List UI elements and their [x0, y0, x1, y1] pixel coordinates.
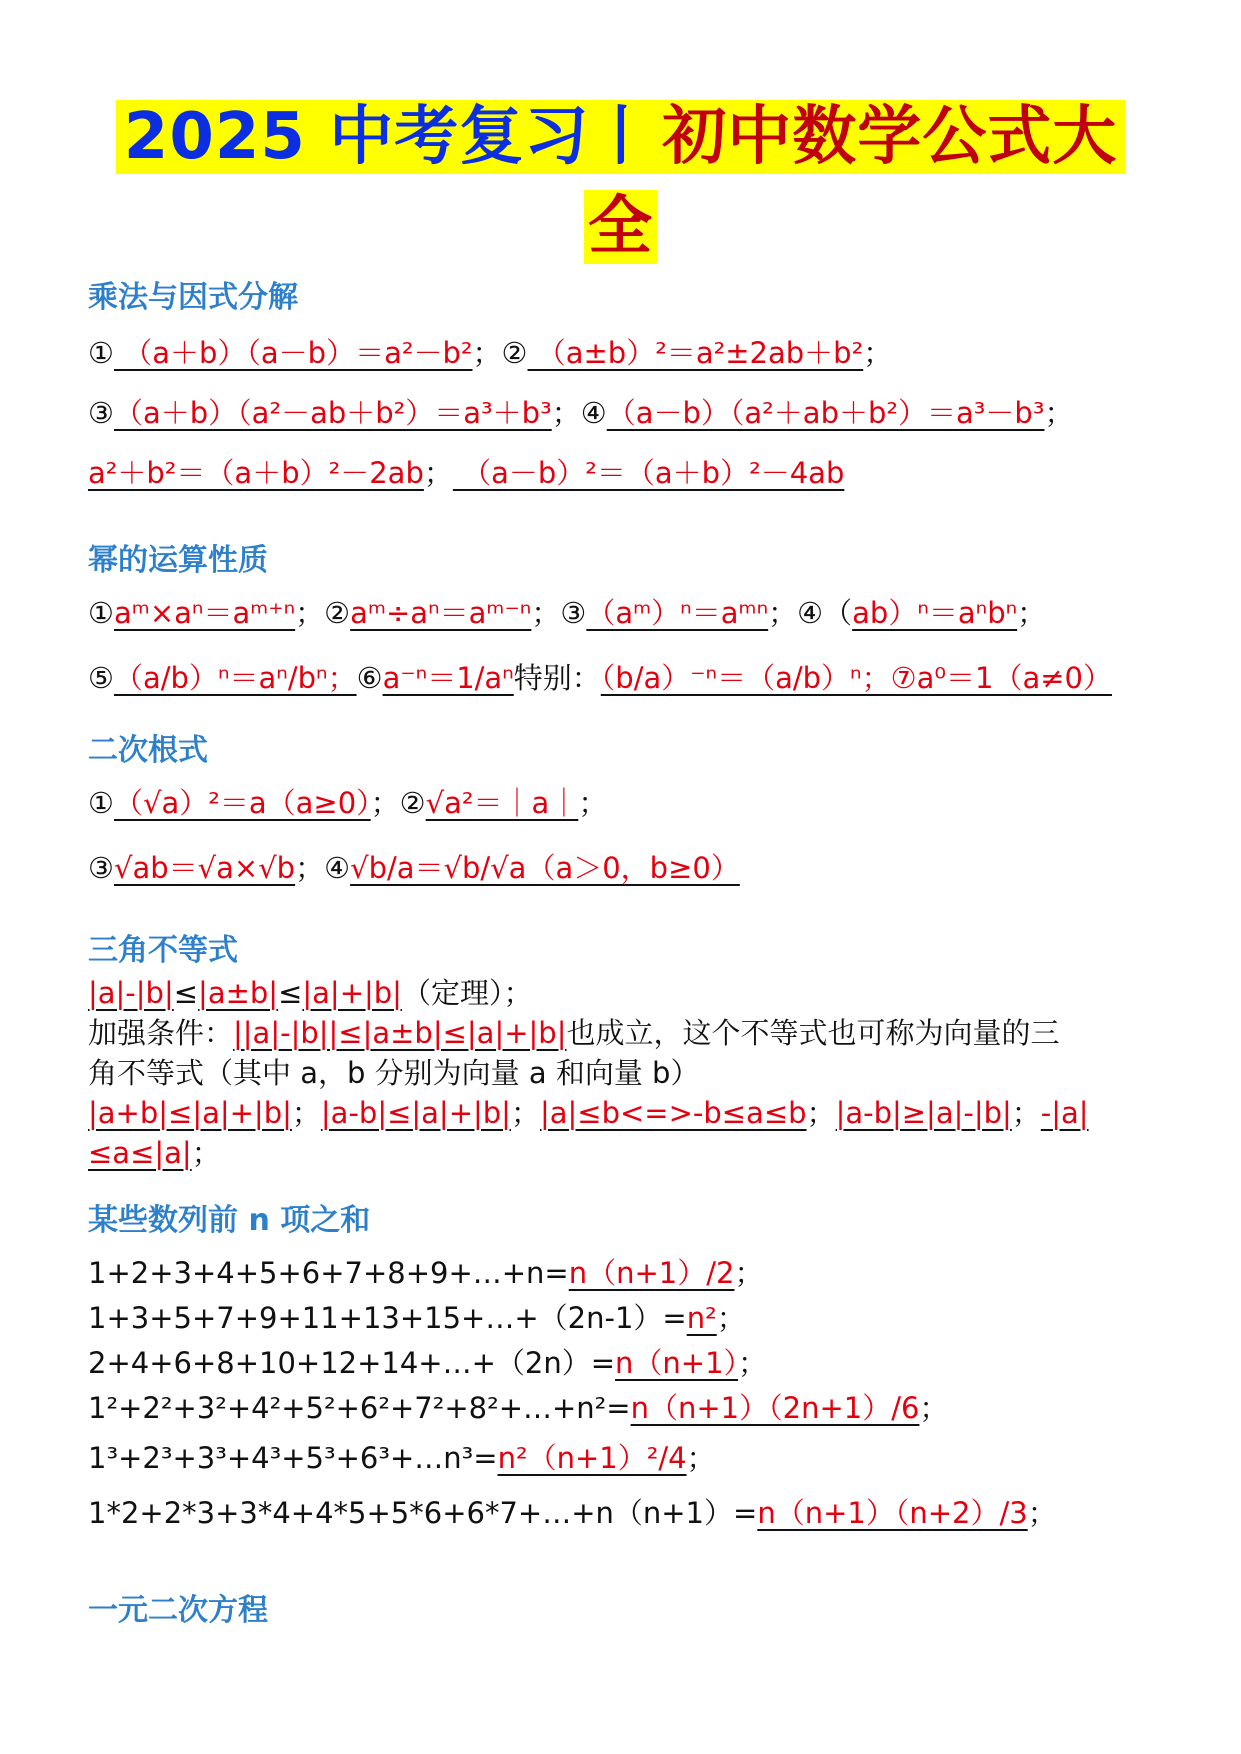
plain-text: 1²+2²+3²+4²+5²+6²+7²+8²+…+n²=: [88, 1391, 631, 1425]
section-heading: 乘法与因式分解: [88, 280, 298, 315]
formula-text: √b/a＝√b/√a（a＞0，b≥0）: [350, 851, 740, 885]
formula-text: ||a|-|b||≤|a±b|≤|a|+|b|: [233, 1016, 567, 1050]
plain-text: 1+2+3+4+5+6+7+8+9+…+n=: [88, 1256, 569, 1290]
formula-line: [88, 1255, 763, 1291]
plain-text: ；④（: [768, 596, 853, 630]
formula-text: aᵐ×aⁿ＝aᵐ⁺ⁿ: [114, 596, 296, 630]
plain-text: 2+4+6+8+10+12+14+…+（2n）=: [88, 1346, 616, 1380]
plain-text: ；: [578, 786, 608, 820]
formula-text: |a-b|≤|a|+|b|: [320, 1096, 511, 1130]
plain-text: ；②: [472, 336, 528, 370]
plain-text: ；: [510, 1096, 540, 1130]
plain-text: 角不等式（其中 a，b 分别为向量 a 和向量 b）: [88, 1056, 700, 1090]
formula-text: n²: [686, 1301, 717, 1335]
plain-text: ；②: [370, 786, 426, 820]
formula-line: [88, 785, 607, 821]
formula-text: n（n+1）（2n+1）/6: [630, 1391, 920, 1425]
plain-text: ；③: [531, 596, 587, 630]
formula-line: [88, 1055, 699, 1091]
formula-text: |a|+|b|: [302, 976, 402, 1010]
section-heading: 一元二次方程: [88, 1593, 268, 1628]
plain-text: ⑤: [88, 661, 114, 695]
formula-text: √a²＝｜a｜: [425, 786, 579, 820]
plain-text: ；: [806, 1096, 836, 1130]
plain-text: ≤: [278, 976, 303, 1010]
plain-text: （定理）；: [401, 976, 533, 1010]
plain-text: ；: [1044, 396, 1074, 430]
formula-text: （√a）²＝a（a≥0）: [114, 786, 371, 820]
title-part-red-2: 全: [584, 190, 657, 264]
formula-text: |a|-|b|: [88, 976, 174, 1010]
formula-text: n（n+1）（n+2）/3: [757, 1496, 1028, 1530]
formula-text: （a±b）²＝a²±2ab＋b²: [527, 336, 864, 370]
plain-text: 也成立，这个不等式也可称为向量的三: [566, 1016, 1060, 1050]
formula-line: [88, 1135, 221, 1171]
formula-line: [88, 1440, 716, 1476]
plain-text: 1³+2³+3³+4³+5³+6³+…n³=: [88, 1441, 498, 1475]
formula-line: [88, 335, 892, 371]
formula-text: a⁻ⁿ＝1/aⁿ: [382, 661, 514, 695]
formula-text: （b/a）⁻ⁿ＝（a/b）ⁿ；⑦a⁰＝1（a≠0）: [600, 661, 1112, 695]
plain-text: 加强条件：: [88, 1016, 234, 1050]
formula-text: （a＋b）（a²－ab＋b²）＝a³＋b³: [114, 396, 552, 430]
plain-text: ≤: [173, 976, 199, 1010]
title-line-2: [0, 190, 1241, 280]
plain-text: ；②: [295, 596, 351, 630]
formula-line: [88, 975, 532, 1011]
plain-text: ；: [686, 1441, 716, 1475]
plain-text: ；: [423, 456, 453, 490]
formula-line: [88, 660, 1112, 696]
formula-line: [88, 455, 844, 491]
title-part-blue: 2025 中考复习丨: [120, 100, 658, 174]
formula-text: （a＋b）（a－b）＝a²－b²: [114, 336, 473, 370]
formula-text: n（n+1）/2: [568, 1256, 735, 1290]
formula-text: -|a|: [1040, 1096, 1089, 1130]
formula-text: |a±b|: [198, 976, 279, 1010]
plain-text: 1*2+2*3+3*4+4*5+5*6+6*7+…+n（n+1）=: [88, 1496, 758, 1530]
formula-text: n²（n+1）²/4: [497, 1441, 687, 1475]
formula-line: [88, 595, 1046, 631]
formula-line: [88, 1095, 1089, 1131]
section-heading: 幂的运算性质: [88, 543, 268, 578]
title-line-1: [0, 100, 1241, 190]
formula-text: a²＋b²＝（a＋b）²－2ab: [88, 456, 424, 490]
formula-text: |a+b|≤|a|+|b|: [88, 1096, 292, 1130]
plain-text: ；: [1027, 1496, 1057, 1530]
section-heading: 二次根式: [88, 733, 208, 768]
section-heading: 某些数列前 n 项之和: [88, 1203, 371, 1238]
formula-text: ≤a≤|a|: [88, 1136, 192, 1170]
plain-text: ③: [88, 851, 114, 885]
plain-text: ；: [919, 1391, 949, 1425]
plain-text: ；: [1017, 596, 1047, 630]
formula-line: [88, 395, 1073, 431]
formula-text: n（n+1）: [615, 1346, 739, 1380]
formula-text: ab）ⁿ＝aⁿbⁿ: [852, 596, 1018, 630]
formula-line: [88, 1015, 1059, 1051]
formula-text: |a-b|≥|a|-|b|: [835, 1096, 1012, 1130]
formula-text: （a－b）²＝（a＋b）²－4ab: [452, 456, 845, 490]
plain-text: ；: [716, 1301, 746, 1335]
formula-text: （a－b）（a²＋ab＋b²）＝a³－b³: [606, 396, 1045, 430]
formula-line: [88, 1495, 1057, 1531]
plain-text: ；: [291, 1096, 321, 1130]
formula-line: [88, 850, 740, 886]
plain-text: ；④: [295, 851, 351, 885]
formula-text: （a/b）ⁿ＝aⁿ/bⁿ；: [114, 661, 357, 695]
plain-text: ⑥: [356, 661, 383, 695]
formula-line: [88, 1390, 948, 1426]
plain-text: ；: [1011, 1096, 1041, 1130]
section-heading: 三角不等式: [88, 933, 238, 968]
plain-text: ；: [191, 1136, 221, 1170]
formula-text: aᵐ÷aⁿ＝aᵐ⁻ⁿ: [350, 596, 532, 630]
formula-text: √ab＝√a×√b: [114, 851, 296, 885]
plain-text: ；: [734, 1256, 764, 1290]
plain-text: ①: [88, 336, 114, 370]
formula-line: [88, 1345, 767, 1381]
formula-text: （aᵐ）ⁿ＝aᵐⁿ: [586, 596, 769, 630]
plain-text: 1+3+5+7+9+11+13+15+…+（2n-1）=: [88, 1301, 687, 1335]
document-title: [0, 100, 1241, 280]
plain-text: ①: [88, 596, 114, 630]
plain-text: ③: [88, 396, 114, 430]
formula-text: |a|≤b<=>-b≤a≤b: [539, 1096, 807, 1130]
plain-text: ；④: [551, 396, 607, 430]
plain-text: ；: [738, 1346, 768, 1380]
plain-text: ；: [863, 336, 893, 370]
plain-text: 特别：: [513, 661, 601, 695]
title-part-red: 初中数学公式大: [658, 100, 1121, 174]
formula-line: [88, 1300, 746, 1336]
plain-text: ①: [88, 786, 114, 820]
